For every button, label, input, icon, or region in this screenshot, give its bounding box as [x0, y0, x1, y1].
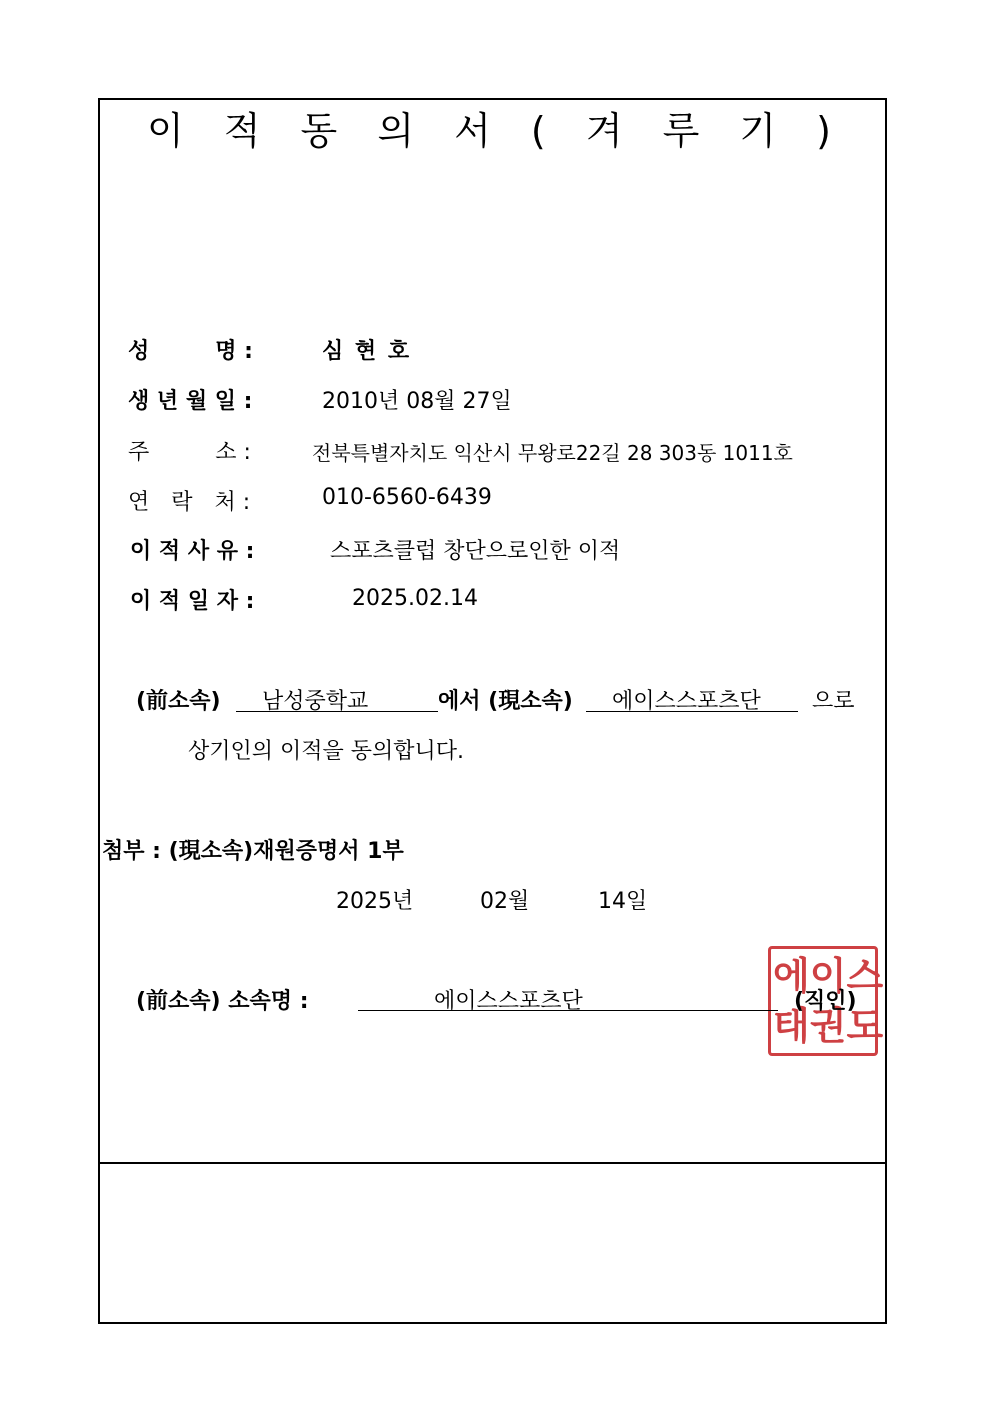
consent-sentence: 상기인의 이적을 동의합니다.: [188, 739, 465, 764]
seal-char: 스: [846, 954, 884, 998]
transfer-date-value: 2025.02.14: [352, 586, 478, 611]
seal-char: 태: [773, 1004, 810, 1048]
sign-date-day: 14일: [598, 889, 648, 914]
seal-char: 권: [809, 1004, 847, 1048]
address-label: 주 소 :: [128, 440, 251, 465]
sign-date-year: 2025년: [336, 889, 414, 914]
signature-label: (前소속) 소속명 :: [136, 989, 309, 1014]
signature-value: 에이스스포츠단: [434, 989, 583, 1014]
birth-label: 생 년 월 일 :: [128, 389, 253, 414]
birth-value: 2010년 08월 27일: [322, 389, 512, 414]
address-value: 전북특별자치도 익산시 무왕로22길 28 303동 1011호: [312, 441, 793, 465]
reason-label: 이 적 사 유 :: [130, 539, 255, 564]
phone-value: 010-6560-6439: [322, 485, 492, 510]
from-to-text: 에서 (現소속): [438, 689, 573, 714]
prev-affiliation-value: 남성중학교: [262, 689, 369, 714]
prev-affiliation-prefix: (前소속): [136, 689, 221, 714]
seal-char: 에: [773, 954, 810, 998]
name-label: 성 명 :: [128, 339, 253, 364]
name-value: 심 현 호: [322, 339, 412, 364]
attachment-note: 첨부 : (現소속)재원증명서 1부: [102, 839, 404, 864]
phone-label: 연 락 처 :: [128, 490, 251, 515]
curr-affiliation-value: 에이스스포츠단: [612, 689, 761, 714]
bottom-section-divider: [100, 1162, 885, 1164]
sign-date-month: 02월: [480, 889, 530, 914]
consent-suffix: 으로: [812, 689, 855, 714]
transfer-date-label: 이 적 일 자 :: [130, 589, 255, 614]
signature-underline: [358, 1010, 778, 1011]
prev-affiliation-underline: [236, 711, 438, 712]
curr-affiliation-underline: [586, 711, 798, 712]
document-title: 이 적 동 의 서 ( 겨 루 기 ): [146, 109, 846, 153]
seal-char: 이: [809, 954, 847, 998]
seal-char: 도: [846, 1004, 884, 1048]
reason-value: 스포츠클럽 창단으로인한 이적: [330, 539, 621, 564]
seal-suffix: (직인): [794, 989, 857, 1014]
